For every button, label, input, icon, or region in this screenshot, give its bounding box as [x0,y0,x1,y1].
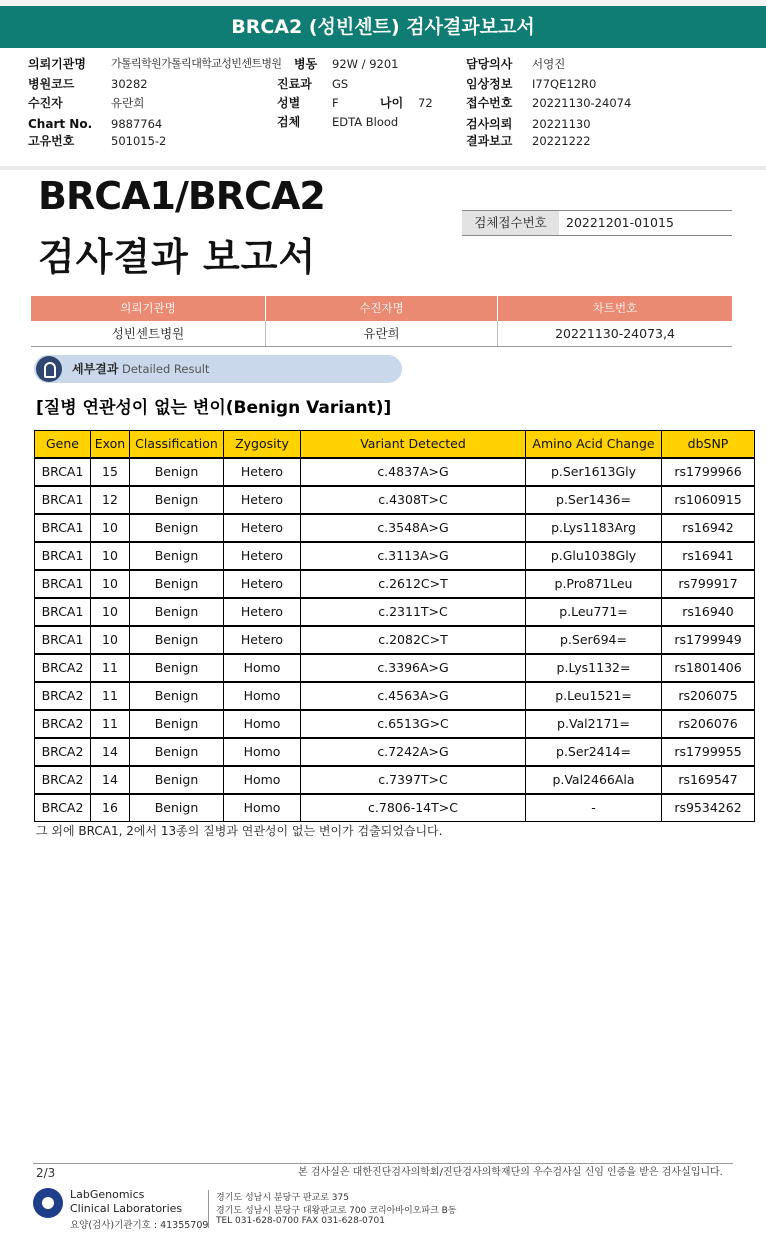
cell-exon: 14 [91,738,130,766]
chart-no-value: 9887764 [111,117,163,131]
sex-label: 성별 [277,96,301,110]
report-date-value: 20221222 [532,134,591,148]
cell-variant-detected: c.4837A>G [301,458,526,486]
specimen-number-label: 검체접수번호 [462,211,559,235]
cell-exon: 11 [91,682,130,710]
cell-classification: Benign [130,514,224,542]
cell-variant-detected: c.2612C>T [301,570,526,598]
variant-row [35,682,755,710]
ribbon-icon [36,356,62,382]
hospital-code-label: 병원코드 [28,77,75,91]
cell-dbsnp: rs799917 [662,570,755,598]
doctor-value: 서영진 [532,57,566,71]
cell-exon: 10 [91,598,130,626]
ward-label: 병동 [294,57,318,71]
report-title-bar: BRCA2 (성빈센트) 검사결과보고서 [0,6,766,48]
cell-zygosity: Homo [224,654,301,682]
variant-row [35,738,755,766]
cell-variant-detected: c.6513G>C [301,710,526,738]
cell-amino-acid-change: - [526,794,662,822]
cell-amino-acid-change: p.Glu1038Gly [526,542,662,570]
cell-amino-acid-change: p.Ser2414= [526,738,662,766]
lab-institution-code: 요양(검사)기관기호 : 41355709 [70,1220,209,1231]
cell-amino-acid-change: p.Leu771= [526,598,662,626]
variant-row [35,766,755,794]
cell-classification: Benign [130,738,224,766]
labgenomics-logo-icon [33,1188,63,1218]
cell-variant-detected: c.3396A>G [301,654,526,682]
report-heading-line2: 검사결과 보고서 [38,235,317,279]
variant-row [35,514,755,542]
cell-classification: Benign [130,710,224,738]
variant-row [35,794,755,822]
cell-zygosity: Hetero [224,626,301,654]
cell-exon: 12 [91,486,130,514]
cell-dbsnp: rs1799955 [662,738,755,766]
cell-amino-acid-change: p.Pro871Leu [526,570,662,598]
cell-dbsnp: rs206076 [662,710,755,738]
header-exon: Exon [91,431,130,458]
cell-gene: BRCA1 [35,598,91,626]
cell-variant-detected: c.7242A>G [301,738,526,766]
specimen-number-value: 20221201-01015 [566,215,674,230]
cell-classification: Benign [130,654,224,682]
lab-name-line2: Clinical Laboratories [70,1202,183,1215]
cell-zygosity: Hetero [224,486,301,514]
request-summary-row [31,321,732,347]
cell-gene: BRCA1 [35,486,91,514]
cell-gene: BRCA2 [35,738,91,766]
cell-gene: BRCA1 [35,514,91,542]
cell-classification: Benign [130,570,224,598]
cell-classification: Benign [130,598,224,626]
cell-amino-acid-change: p.Ser1436= [526,486,662,514]
unique-no-value: 501015-2 [111,134,167,148]
variant-row [35,458,755,486]
cell-classification: Benign [130,766,224,794]
request-header-institution: 의뢰기관명 [31,296,266,321]
dept-label: 진료과 [277,77,312,91]
variant-row [35,486,755,514]
cell-zygosity: Hetero [224,542,301,570]
cell-exon: 11 [91,710,130,738]
cell-variant-detected: c.3548A>G [301,514,526,542]
cell-dbsnp: rs1801406 [662,654,755,682]
request-value-patient: 유란희 [266,321,498,346]
cell-amino-acid-change: p.Lys1132= [526,654,662,682]
report-date-label: 결과보고 [466,134,513,148]
sex-value: F [332,96,339,110]
cell-zygosity: Homo [224,738,301,766]
cell-dbsnp: rs206075 [662,682,755,710]
patient-label: 수진자 [28,96,63,110]
specimen-value: EDTA Blood [332,115,399,129]
cell-zygosity: Hetero [224,458,301,486]
cell-classification: Benign [130,682,224,710]
cell-gene: BRCA1 [35,570,91,598]
address-line2: 경기도 성남시 분당구 대왕판교로 700 코리아바이오파크 B동 [216,1206,457,1216]
receipt-no-value: 20221130-24074 [532,96,632,110]
cell-amino-acid-change: p.Lys1183Arg [526,514,662,542]
benign-variant-section-title: [질병 연관성이 없는 변이(Benign Variant)] [36,398,392,418]
cell-zygosity: Hetero [224,514,301,542]
cell-exon: 10 [91,514,130,542]
lab-name-line1: LabGenomics [70,1188,145,1201]
doctor-label: 담당의사 [466,57,513,71]
age-value: 72 [418,96,433,110]
detailed-result-banner [34,355,402,383]
request-header-patient: 수진자명 [266,296,498,321]
variant-table-header [35,431,755,458]
address-line1: 경기도 성남시 분당구 판교로 375 [216,1193,349,1203]
cell-dbsnp: rs1060915 [662,486,755,514]
cell-dbsnp: rs169547 [662,766,755,794]
clinical-info-value: I77QE12R0 [532,77,597,91]
cell-dbsnp: rs1799949 [662,626,755,654]
cell-gene: BRCA1 [35,626,91,654]
cell-zygosity: Homo [224,794,301,822]
unique-no-label: 고유번호 [28,134,75,148]
certification-statement: 본 검사실은 대한진단검사의학회/진단검사의학재단의 우수검사실 신임 인증을 받은 검사실입니다. [298,1167,723,1178]
cell-dbsnp: rs16940 [662,598,755,626]
cell-amino-acid-change: p.Val2466Ala [526,766,662,794]
cell-zygosity: Homo [224,682,301,710]
cell-zygosity: Hetero [224,570,301,598]
specimen-number-box [462,210,732,236]
cell-gene: BRCA1 [35,458,91,486]
request-date-label: 검사의뢰 [466,117,513,131]
request-header-chart: 차트번호 [592,301,638,315]
cell-exon: 15 [91,458,130,486]
footer-vertical-divider [208,1190,209,1228]
variant-row [35,710,755,738]
cell-classification: Benign [130,626,224,654]
cell-amino-acid-change: p.Leu1521= [526,682,662,710]
cell-exon: 10 [91,626,130,654]
page-number: 2/3 [36,1166,56,1180]
cell-variant-detected: c.7397T>C [301,766,526,794]
patient-value: 유란희 [111,96,145,110]
cell-exon: 16 [91,794,130,822]
header-gene: Gene [35,431,91,458]
variant-table [34,430,755,822]
detailed-result-label-ko: 세부결과 [72,362,119,376]
request-value-institution: 성빈센트병원 [31,321,266,346]
cell-exon: 14 [91,766,130,794]
cell-variant-detected: c.3113A>G [301,542,526,570]
cell-exon: 10 [91,542,130,570]
variant-row [35,626,755,654]
detailed-result-label-en: Detailed Result [122,362,210,376]
additional-variants-note: 그 외에 BRCA1, 2에서 13종의 질병과 연관성이 없는 변이가 검출되었습니다. [36,824,443,838]
variant-row [35,542,755,570]
cell-exon: 11 [91,654,130,682]
request-date-value: 20221130 [532,117,591,131]
cell-zygosity: Homo [224,710,301,738]
variant-row [35,570,755,598]
cell-variant-detected: c.4308T>C [301,486,526,514]
cell-amino-acid-change: p.Ser1613Gly [526,458,662,486]
cell-dbsnp: rs16942 [662,514,755,542]
cell-gene: BRCA1 [35,542,91,570]
header-variant-detected: Variant Detected [301,431,526,458]
cell-amino-acid-change: p.Val2171= [526,710,662,738]
request-summary-table [31,296,732,347]
cell-gene: BRCA2 [35,654,91,682]
variant-row [35,598,755,626]
header-dbsnp: dbSNP [662,431,755,458]
contact-line: TEL 031-628-0700 FAX 031-628-0701 [216,1216,385,1226]
age-label: 나이 [380,96,404,110]
cell-variant-detected: c.2311T>C [301,598,526,626]
cell-classification: Benign [130,794,224,822]
cell-classification: Benign [130,486,224,514]
cell-exon: 10 [91,570,130,598]
institution-label: 의뢰기관명 [28,57,86,71]
cell-variant-detected: c.7806-14T>C [301,794,526,822]
report-heading-line1: BRCA1/BRCA2 [38,174,325,218]
cell-gene: BRCA2 [35,766,91,794]
variant-row [35,654,755,682]
header-amino-acid-change: Amino Acid Change [526,431,662,458]
cell-gene: BRCA2 [35,710,91,738]
cell-classification: Benign [130,458,224,486]
cell-classification: Benign [130,542,224,570]
specimen-label: 검체 [277,115,301,129]
receipt-no-label: 접수번호 [466,96,513,110]
ward-value: 92W / 9201 [332,57,399,71]
cell-dbsnp: rs9534262 [662,794,755,822]
cell-gene: BRCA2 [35,794,91,822]
cell-amino-acid-change: p.Ser694= [526,626,662,654]
clinical-info-label: 임상정보 [466,77,513,91]
cell-variant-detected: c.4563A>G [301,682,526,710]
hospital-code-value: 30282 [111,77,148,91]
institution-value: 가톨릭학원가톨릭대학교성빈센트병원 [111,57,282,70]
cell-gene: BRCA2 [35,682,91,710]
request-summary-header [31,296,732,321]
header-classification: Classification [130,431,224,458]
chart-no-label: Chart No. [28,117,93,131]
cell-zygosity: Homo [224,766,301,794]
cell-zygosity: Hetero [224,598,301,626]
header-zygosity: Zygosity [224,431,301,458]
dept-value: GS [332,77,349,91]
cell-variant-detected: c.2082C>T [301,626,526,654]
request-value-chart: 20221130-24073,4 [555,326,675,341]
cell-dbsnp: rs1799966 [662,458,755,486]
cell-dbsnp: rs16941 [662,542,755,570]
